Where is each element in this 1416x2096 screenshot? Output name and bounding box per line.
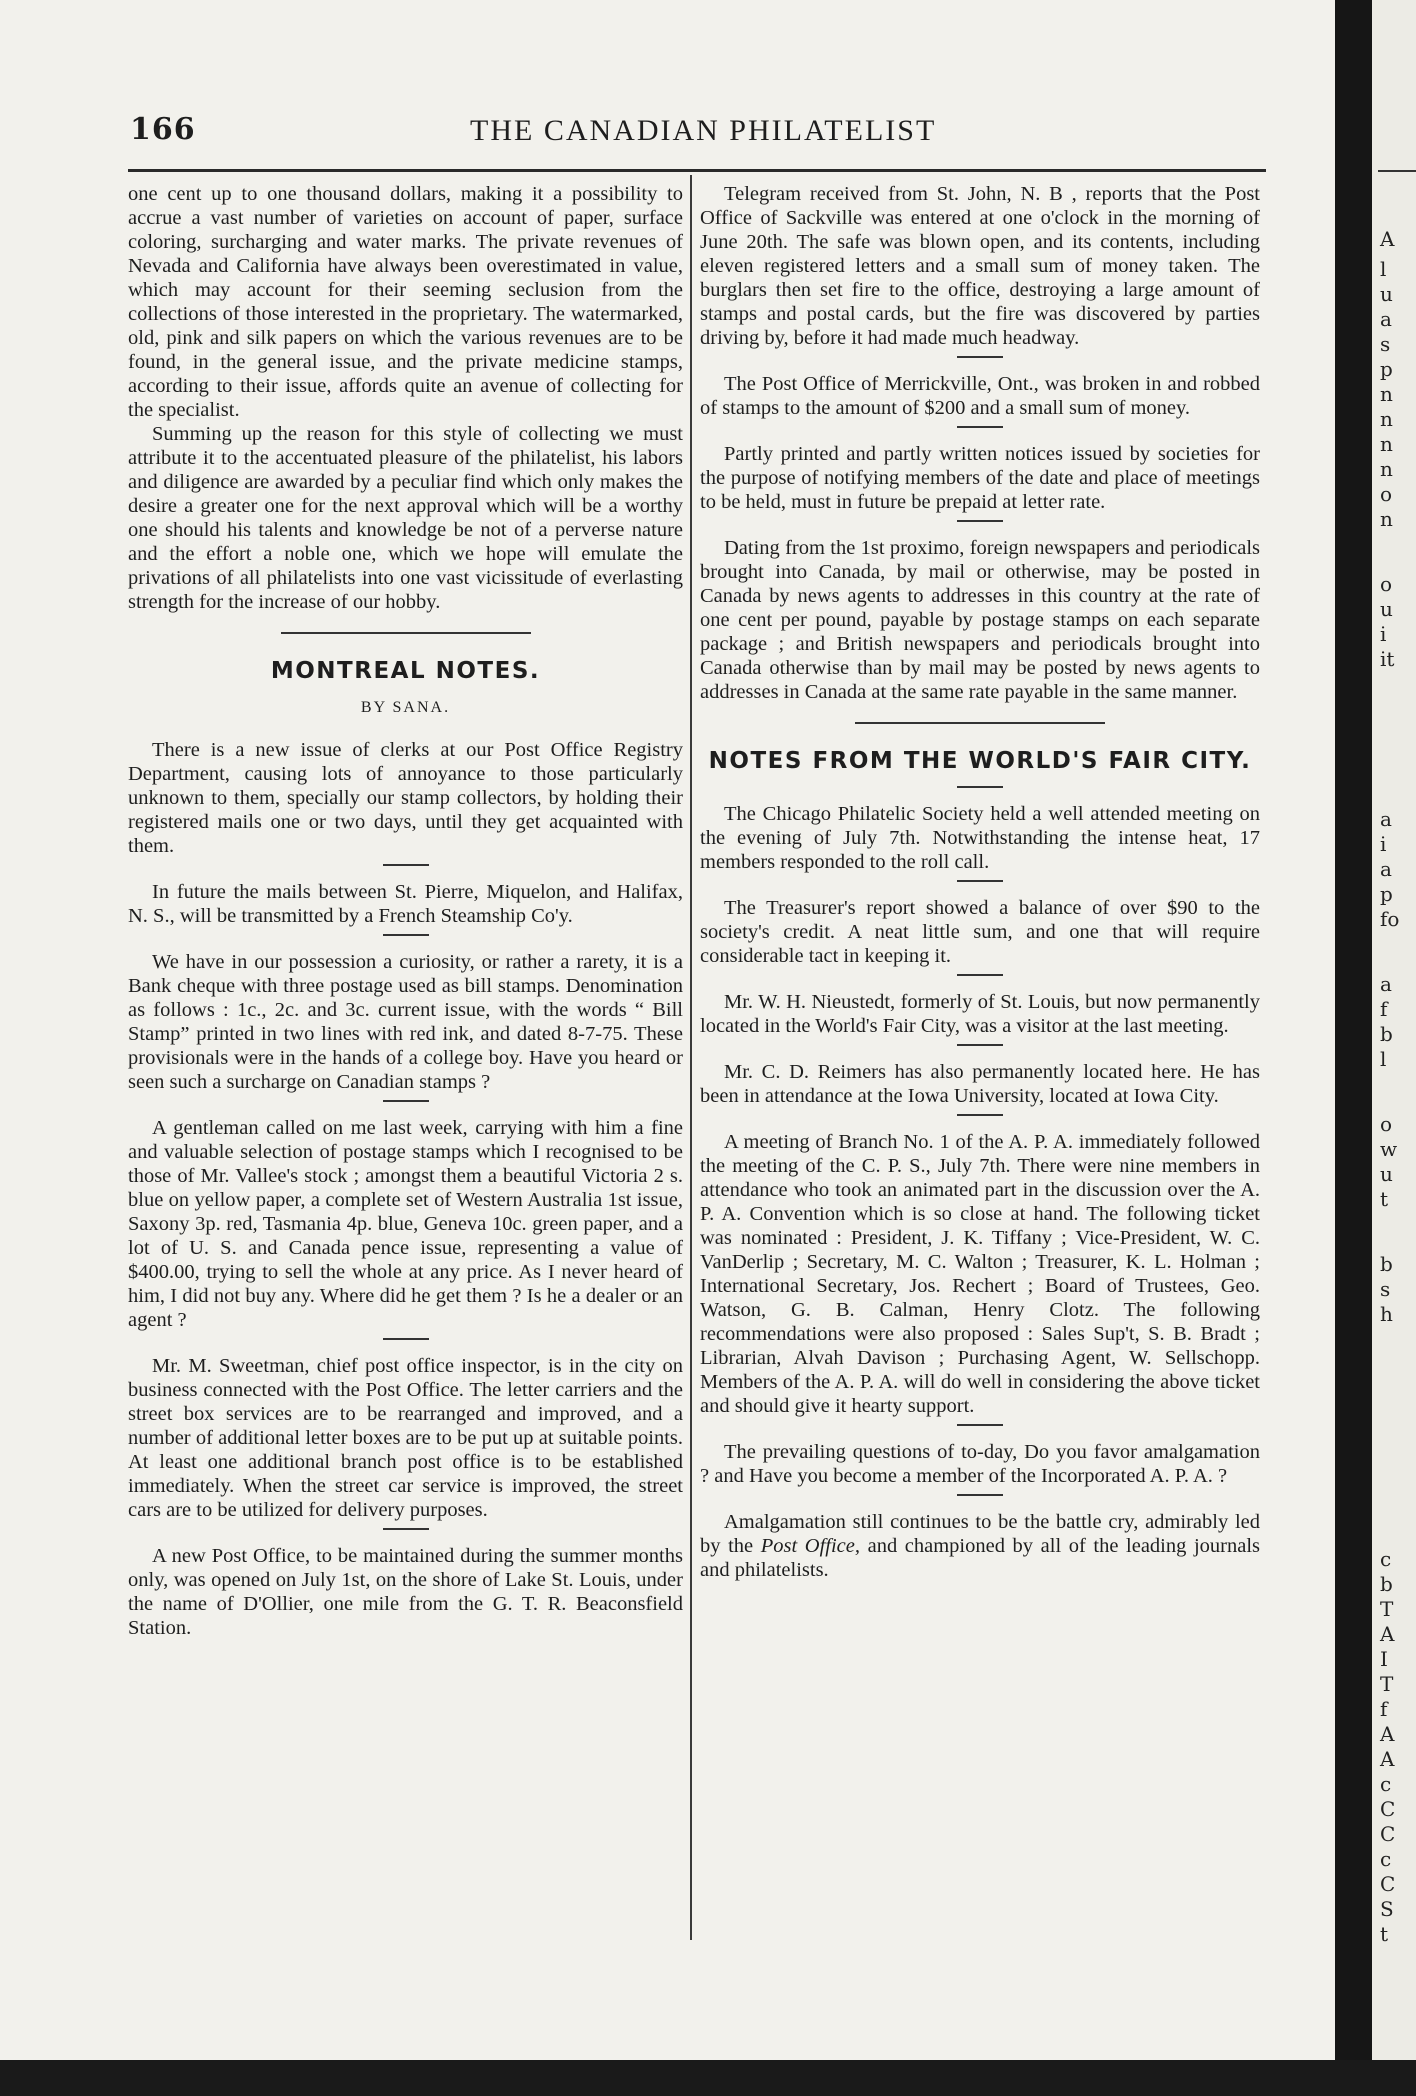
left-column bbox=[128, 182, 683, 1640]
left-paragraph-8: A new Post Office, to be maintained during the summer months only, was opened on July 1st, on the shore of Lake St. Louis, under the name of D'Ollier, one mile from the G. T. R. Beaconsfield Station. bbox=[128, 1545, 683, 1639]
facing-page-fragment: o bbox=[1380, 482, 1393, 506]
section-title-worlds-fair-city: NOTES FROM THE WORLD'S FAIR CITY. bbox=[708, 748, 1252, 774]
facing-page-fragment: u bbox=[1380, 597, 1393, 621]
facing-page-fragment: T bbox=[1380, 1672, 1394, 1696]
left-paragraph-1: one cent up to one thousand dollars, making it a possibility to accrue a vast number of varieties on account of paper, surface coloring, surcharging and water marks. The private revenues of Nevada and California have always been overestimated in value, which may account for their seeming seclusion from the collections of those interested in the proprietary. The watermarked, old, pink and silk papers on which the various revenues are to be found, in the general issue, and the private medicine stamps, according to their issue, affords quite an avenue of collecting for the specialist. bbox=[128, 183, 683, 421]
facing-page-fragment: a bbox=[1380, 857, 1392, 881]
divider-rule bbox=[383, 1528, 429, 1530]
facing-page-fragment: l bbox=[1380, 1047, 1387, 1071]
facing-page-fragment: A bbox=[1380, 1747, 1395, 1771]
left-paragraph-5: We have in our possession a curiosity, or rather a rarety, it is a Bank cheque with three postage used as bill stamps. Denomination as follows : 1c., 2c. and 3c. current issue, with the words “ Bill Stamp” printed in two lines with red ink, and dated 8-7-75. These provisionals were in the hands of a college boy. Have you heard or seen such a surcharge on Canadian stamps ? bbox=[128, 951, 683, 1093]
page-number: 166 bbox=[130, 112, 196, 147]
header-rule bbox=[128, 169, 1266, 172]
facing-page-fragment: w bbox=[1380, 1137, 1398, 1161]
divider-rule bbox=[957, 1044, 1003, 1046]
facing-page-fragment: n bbox=[1380, 407, 1393, 431]
facing-page-fragment: i bbox=[1380, 622, 1387, 646]
facing-page-fragment: b bbox=[1380, 1022, 1393, 1046]
facing-page-fragment: c bbox=[1380, 1847, 1392, 1871]
p11-text-before: Amalgamation still continues to be the battle cry, admirably led by the bbox=[700, 1511, 1260, 1557]
divider-rule bbox=[957, 1494, 1003, 1496]
facing-page-fragment: c bbox=[1380, 1772, 1392, 1796]
facing-page-fragment: f bbox=[1380, 1697, 1388, 1721]
facing-page-fragment: o bbox=[1380, 1112, 1393, 1136]
facing-page-fragment: p bbox=[1380, 882, 1393, 906]
facing-page-fragment: C bbox=[1380, 1822, 1396, 1846]
facing-page-fragment: it bbox=[1380, 647, 1395, 671]
divider-rule bbox=[383, 934, 429, 936]
facing-page-fragment: A bbox=[1380, 1722, 1395, 1746]
left-paragraph-2: Summing up the reason for this style of collecting we must attribute it to the accentuated pleasure of the philatelist, his labors and diligence are awarded by a peculiar find which only makes the desire a greater one for the next approval which will be a worthy one should his talents and knowledge be not of a perverse nature and the effort a noble one, which we hope will emulate the privations of all philatelists into one vast vicissitude of everlasting strength for the increase of our hobby. bbox=[128, 423, 683, 613]
facing-page-fragment: b bbox=[1380, 1572, 1393, 1596]
facing-page-edge bbox=[1372, 0, 1416, 2096]
facing-page-fragment: u bbox=[1380, 1162, 1393, 1186]
divider-rule bbox=[957, 356, 1003, 358]
divider-rule bbox=[957, 974, 1003, 976]
facing-page-fragment: A bbox=[1380, 227, 1395, 251]
journal-title: THE CANADIAN PHILATELIST bbox=[470, 114, 937, 147]
right-column bbox=[700, 182, 1260, 1582]
right-paragraph-8: Mr. C. D. Reimers has also permanently located here. He has been in attendance at the Iowa University, located at Iowa City. bbox=[700, 1061, 1260, 1107]
right-paragraph-11 bbox=[700, 1510, 1260, 1582]
facing-page-fragment: i bbox=[1380, 832, 1387, 856]
facing-page-fragment: p bbox=[1380, 357, 1393, 381]
right-paragraph-10: The prevailing questions of to-day, Do you favor amalgamation ? and Have you become a member of the Incorporated A. P. A. ? bbox=[700, 1441, 1260, 1487]
facing-page-rule bbox=[1378, 170, 1416, 172]
facing-page-fragment: s bbox=[1380, 332, 1391, 356]
scan-bottom-edge bbox=[0, 2060, 1416, 2096]
divider-rule bbox=[957, 786, 1003, 788]
byline: BY SANA. bbox=[360, 699, 451, 716]
right-paragraph-4: Dating from the 1st proximo, foreign newspapers and periodicals brought into Canada, by mail or otherwise, may be posted in Canada by news agents to addresses in this country at the rate of one cent per pound, payable by postage stamps on each separate package ; and British newspapers and periodicals brought into Canada otherwise than by mail may be posted by news agents to addresses in Canada at the same rate payable in the same manner. bbox=[700, 537, 1260, 703]
facing-page-fragment: S bbox=[1380, 1897, 1394, 1921]
facing-page-fragment: A bbox=[1380, 1622, 1395, 1646]
p11-text-after: and championed by all of the leading journals and philatelists. bbox=[700, 1535, 1261, 1581]
page-header bbox=[130, 112, 1265, 156]
facing-page-fragment: n bbox=[1380, 457, 1393, 481]
divider-rule bbox=[383, 1338, 429, 1340]
right-paragraph-2: The Post Office of Merrickville, Ont., was broken in and robbed of stamps to the amount of $200 and a small sum of money. bbox=[700, 373, 1260, 419]
divider-rule bbox=[957, 880, 1003, 882]
facing-page-fragment: n bbox=[1380, 382, 1393, 406]
facing-page-fragment: b bbox=[1380, 1252, 1393, 1276]
facing-page-fragment: C bbox=[1380, 1872, 1396, 1896]
column-divider bbox=[690, 175, 692, 1940]
facing-page-fragment: T bbox=[1380, 1597, 1394, 1621]
p11-italic-post-office: Post Office, bbox=[760, 1535, 860, 1557]
left-paragraph-4: In future the mails between St. Pierre, Miquelon, and Halifax, N. S., will be transmitted by a French Steamship Co'y. bbox=[128, 881, 683, 927]
facing-page-fragment: fo bbox=[1380, 907, 1400, 931]
divider-rule bbox=[383, 1100, 429, 1102]
left-paragraph-3: There is a new issue of clerks at our Post Office Registry Department, causing lots of annoyance to those particularly unknown to them, specially our stamp collectors, by holding their registered mails one or two days, until they get acquainted with them. bbox=[128, 739, 683, 857]
section-title-montreal-notes: MONTREAL NOTES. bbox=[270, 658, 541, 684]
right-paragraph-3: Partly printed and partly written notices issued by societies for the purpose of notifying members of the date and place of meetings to be held, must in future be prepaid at letter rate. bbox=[700, 443, 1260, 513]
right-paragraph-5: The Chicago Philatelic Society held a well attended meeting on the evening of July 7th. Notwithstanding the intense heat, 17 members responded to the roll call. bbox=[700, 803, 1260, 873]
section-separator bbox=[281, 632, 531, 634]
facing-page-fragment: n bbox=[1380, 432, 1393, 456]
facing-page-fragment: f bbox=[1380, 997, 1388, 1021]
right-paragraph-6: The Treasurer's report showed a balance of over $90 to the society's credit. A neat little sum, and one that will require considerable tact in keeping it. bbox=[700, 897, 1260, 967]
right-paragraph-9: A meeting of Branch No. 1 of the A. P. A. immediately followed the meeting of the C. P. S., July 7th. There were nine members in attendance who took an animated part in the discussion over the A. P. A. Convention which is so close at hand. The following ticket was nominated : President, J. K. Tiffany ; Vice-President, W. C. VanDerlip ; Secretary, M. C. Walton ; Treasurer, K. L. Holman ; International Secretary, Jos. Rechert ; Board of Trustees, Geo. Watson, G. B. Calman, Henry Clotz. The following recommendations were also proposed : Sales Sup't, S. B. Bradt ; Librarian, Alvah Davison ; Purchasing Agent, W. Sellschopp. Members of the A. P. A. will do well in considering the above ticket and should give it hearty support. bbox=[700, 1131, 1260, 1417]
divider-rule bbox=[957, 520, 1003, 522]
divider-rule bbox=[957, 1424, 1003, 1426]
facing-page-fragment: c bbox=[1380, 1547, 1392, 1571]
divider-rule bbox=[957, 426, 1003, 428]
facing-page-fragment: s bbox=[1380, 1277, 1391, 1301]
left-paragraph-6: A gentleman called on me last week, carrying with him a fine and valuable selection of postage stamps which I recognised to be those of Mr. Vallee's stock ; amongst them a beautiful Victoria 2 s. blue on yellow paper, a complete set of Western Australia 1st issue, Saxony 3p. red, Tasmania 4p. blue, Geneva 10c. green paper, and a lot of U. S. and Canada pence issue, representing a value of $400.00, trying to sell the whole at any price. As I never heard of him, I did not buy any. Where did he get them ? Is he a dealer or an agent ? bbox=[128, 1117, 683, 1331]
facing-page-fragment: u bbox=[1380, 282, 1393, 306]
facing-page-fragment: l bbox=[1380, 257, 1387, 281]
facing-page-fragment: C bbox=[1380, 1797, 1396, 1821]
section-separator bbox=[855, 722, 1105, 724]
facing-page-fragment: h bbox=[1380, 1302, 1393, 1326]
facing-page-fragment: a bbox=[1380, 807, 1392, 831]
facing-page-fragment: t bbox=[1380, 1187, 1389, 1211]
facing-page-fragment: t bbox=[1380, 1922, 1389, 1946]
facing-page-fragment: a bbox=[1380, 307, 1392, 331]
divider-rule bbox=[957, 1114, 1003, 1116]
facing-page-fragment: a bbox=[1380, 972, 1392, 996]
left-paragraph-7: Mr. M. Sweetman, chief post office inspector, is in the city on business connected with the Post Office. The letter carriers and the street box services are to be rearranged and improved, and a number of additional letter boxes are to be put up at suitable points. At least one additional branch post office is to be established immediately. When the street car service is improved, the street cars are to be utilized for delivery purposes. bbox=[128, 1355, 683, 1521]
right-paragraph-7: Mr. W. H. Nieustedt, formerly of St. Louis, but now permanently located in the World's Fair City, was a visitor at the last meeting. bbox=[700, 991, 1260, 1037]
facing-page-fragment: I bbox=[1380, 1647, 1388, 1671]
facing-page-fragment: n bbox=[1380, 507, 1393, 531]
divider-rule bbox=[383, 864, 429, 866]
facing-page-fragment: o bbox=[1380, 572, 1393, 596]
right-paragraph-1: Telegram received from St. John, N. B , reports that the Post Office of Sackville was entered at one o'clock in the morning of June 20th. The safe was blown open, and its contents, including eleven registered letters and a small sum of money taken. The burglars then set fire to the office, destroying a large amount of stamps and postal cards, but the fire was discovered by parties driving by, before it had made much headway. bbox=[700, 183, 1260, 349]
